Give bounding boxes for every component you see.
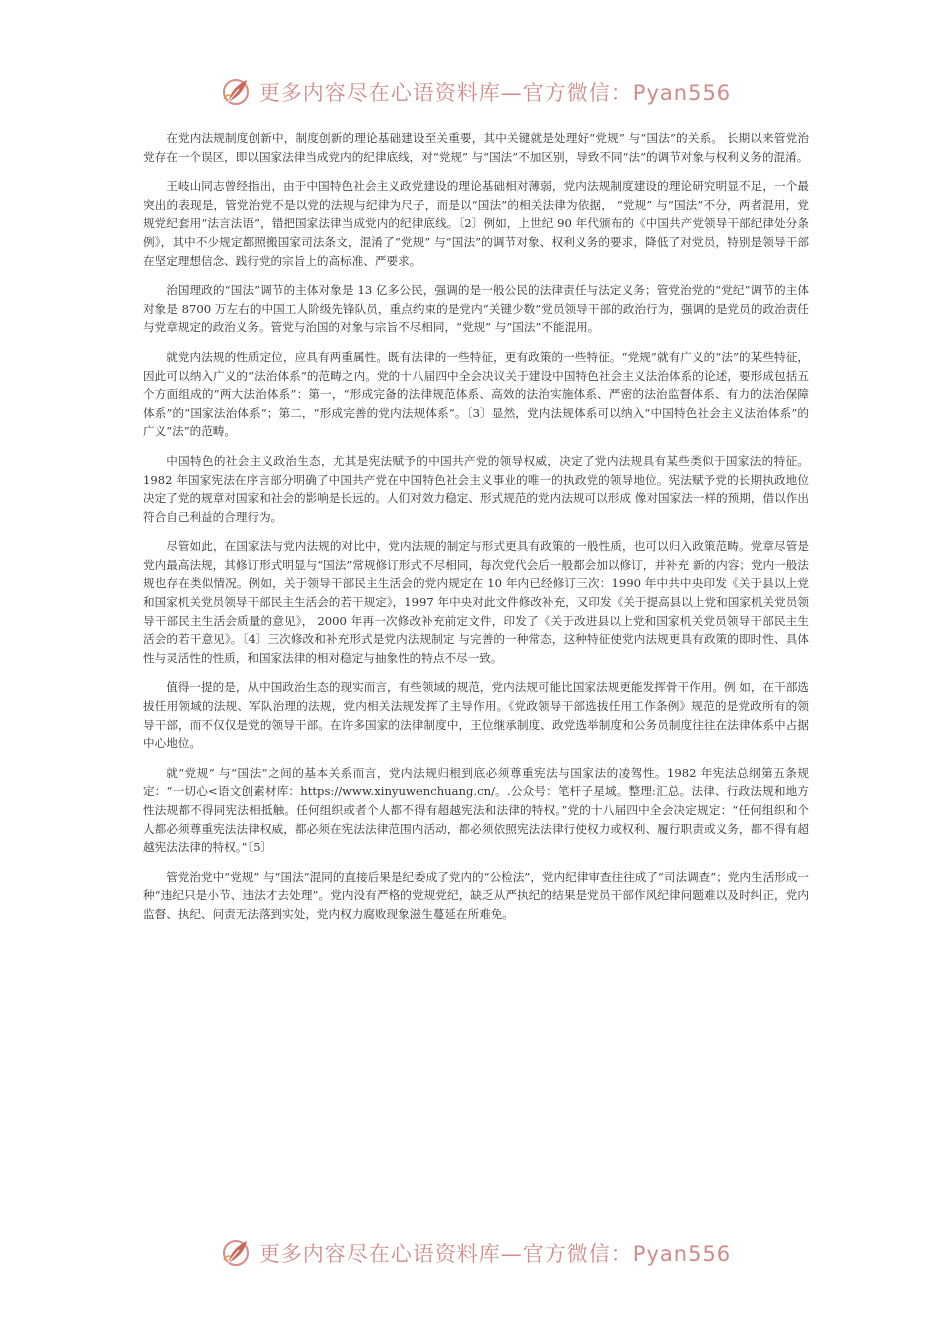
paragraph: 值得一提的是，从中国政治生态的现实而言，有些领域的规范，党内法规可能比国家法规更能发挥骨干作用。例 如，在干部选拔任用领域的法规、军队治理的法规，党内相关法规发挥了主导作用。《党政领导干部选拔任用工作条例》规范的是党政所有的领导干部，而不仅仅是党的领导干部。在许多国家的法律制度中，王位继承制度、政党选举制度和公务员制度往往在法律体系中占据中心地位。	[143, 680, 809, 751]
article-body	[143, 129, 809, 935]
paragraph: 就党内法规的性质定位，应具有两重属性。既有法律的一些特征，更有政策的一些特征。“党规”就有广义的“法”的某些特征，因此可以纳入广义的“法治体系”的范畴之内。党的十八届四中全会决议关于建设中国特色社会主义法治体系的论述，要形成包括五个方面组成的“两大法治体系”：第一，“形成完备的法律规范体系、高效的法治实施体系、严密的法治监督体系、有力的法治保障体系”的“国家法治体系”；第二，“形成完善的党内法规体系”。〔3〕显然，党内法规体系可以纳入“中国特色社会主义法治体系”的广义“法”的范畴。	[143, 349, 809, 439]
leaf-pen-logo-icon	[219, 1236, 253, 1270]
header-banner	[0, 72, 950, 112]
paragraph: 王岐山同志曾经指出，由于中国特色社会主义政党建设的理论基础相对薄弱，党内法规制度建设的理论研究明显不足，一个最突出的表现是，管党治党不是以党的法规与纪律为尺子，而是以“国法”的相关法律为依据， “党规” 与“国法”不分，两者混用，党规党纪套用“法言法语”，错把国家法律当成党内的纪律底线。〔2〕例如，上世纪 90 年代颁布的《中国共产党领导干部纪律处分条例》，其中不少规定都照搬国家司法条文，混淆了“党规” 与“国法”的调节对象、权利义务的要求，降低了对党员，特别是领导干部在坚定理想信念、践行党的宗旨上的高标准、严要求。	[143, 179, 809, 268]
paragraph: 就“党规” 与“国法”之间的基本关系而言，党内法规归根到底必须尊重宪法与国家法的凌驾性。1982 年宪法总纲第五条规定：“一切心<语文创素材库：https://www.xinyuwenchuang.cn/。.公众号：笔杆子星域。整理:汇总。法律、行政法规和地方性法规都不得同宪法相抵触。任何组织或者个人都不得有超越宪法和法律的特权。”党的十八届四中全会决定规定：“任何组织和个人都必须尊重宪法法律权威，都必须在宪法法律范围内活动，都必须依照宪法法律行使权力或权利、履行职责或义务，都不得有超越宪法法律的特权。”〔5〕	[143, 765, 809, 855]
paragraph: 中国特色的社会主义政治生态，尤其是宪法赋予的中国共产党的领导权威，决定了党内法规具有某些类似于国家法的特征。1982 年国家宪法在序言部分明确了中国共产党在中国特色社会主义事业的唯一的执政党的领导地位。宪法赋予党的长期执政地位决定了党的规章对国家和社会的影响是长远的。人们对效力稳定、形式规范的党内法规可以形成 像对国家法一样的预期，借以作出符合自己利益的合理行为。	[143, 453, 809, 524]
paragraph: 治国理政的“国法”调节的主体对象是 13 亿多公民，强调的是一般公民的法律责任与法定义务；管党治党的“党纪”调节的主体对象是 8700 万左右的中国工人阶级先锋队员，重点约束的是党内“关键少数”党员领导干部的政治行为，强调的是党员的政治责任与党章规定的政治义务。管党与治国的对象与宗旨不尽相同，“党规” 与“国法”不能混用。	[143, 283, 809, 335]
paragraph: 管党治党中“党规” 与“国法”混同的直接后果是纪委成了党内的“公检法”，党内纪律审查往往成了“司法调查”；党内生活形成一种“违纪只是小节、违法才去处理”。党内没有严格的党规党纪，缺乏从严执纪的结果是党员干部作风纪律问题难以及时纠正，党内监督、执纪、问责无法落到实处，党内权力腐败现象滋生蔓延在所难免。	[143, 869, 809, 921]
paragraph: 尽管如此，在国家法与党内法规的对比中，党内法规的制定与形式更具有政策的一般性质，也可以归入政策范畴。党章尽管是党内最高法规，其修订形式明显与“国法”常规修订形式不尽相同，每次党代会后一般都会加以修订，并补充 新的内容；党内一般法规也存在类似情况。例如，关于领导干部民主生活会的党内规定在 10 年内已经修订三次：1990 年中共中央印发《关于县以上党和国家机关党员领导干部民主生活会的若干规定》，1997 年中央对此文件修改补充，又印发《关于提高县以上党和国家机关党员领导干部民主生活会质量的意见》， 2000 年再一次修改补充前定文件，印发了《关于改进县以上党和国家机关党员领导干部民主生活会的若干意见》。〔4〕三次修改和补充形式是党内法规制定 与完善的一种常态，这种特征使党内法规更具有政策的即时性、具体性与灵活性的性质，和国家法律的相对稳定与抽象性的特点不尽一致。	[143, 539, 809, 665]
banner-text: 更多内容尽在心语资料库—官方微信：Pyan556	[258, 1242, 732, 1266]
paragraph: 在党内法规制度创新中，制度创新的理论基础建设至关重要，其中关键就是处理好“党规” 与“国法”的关系。 长期以来管党治党存在一个误区，即以国家法律当成党内的纪律底线，对“党规” 与“国法”不加区别，导致不同“法”的调节对象与权利义务的混淆。	[143, 131, 809, 164]
banner-text: 更多内容尽在心语资料库—官方微信：Pyan556	[258, 81, 732, 105]
footer-banner	[0, 1233, 950, 1273]
leaf-pen-logo-icon	[219, 75, 253, 109]
